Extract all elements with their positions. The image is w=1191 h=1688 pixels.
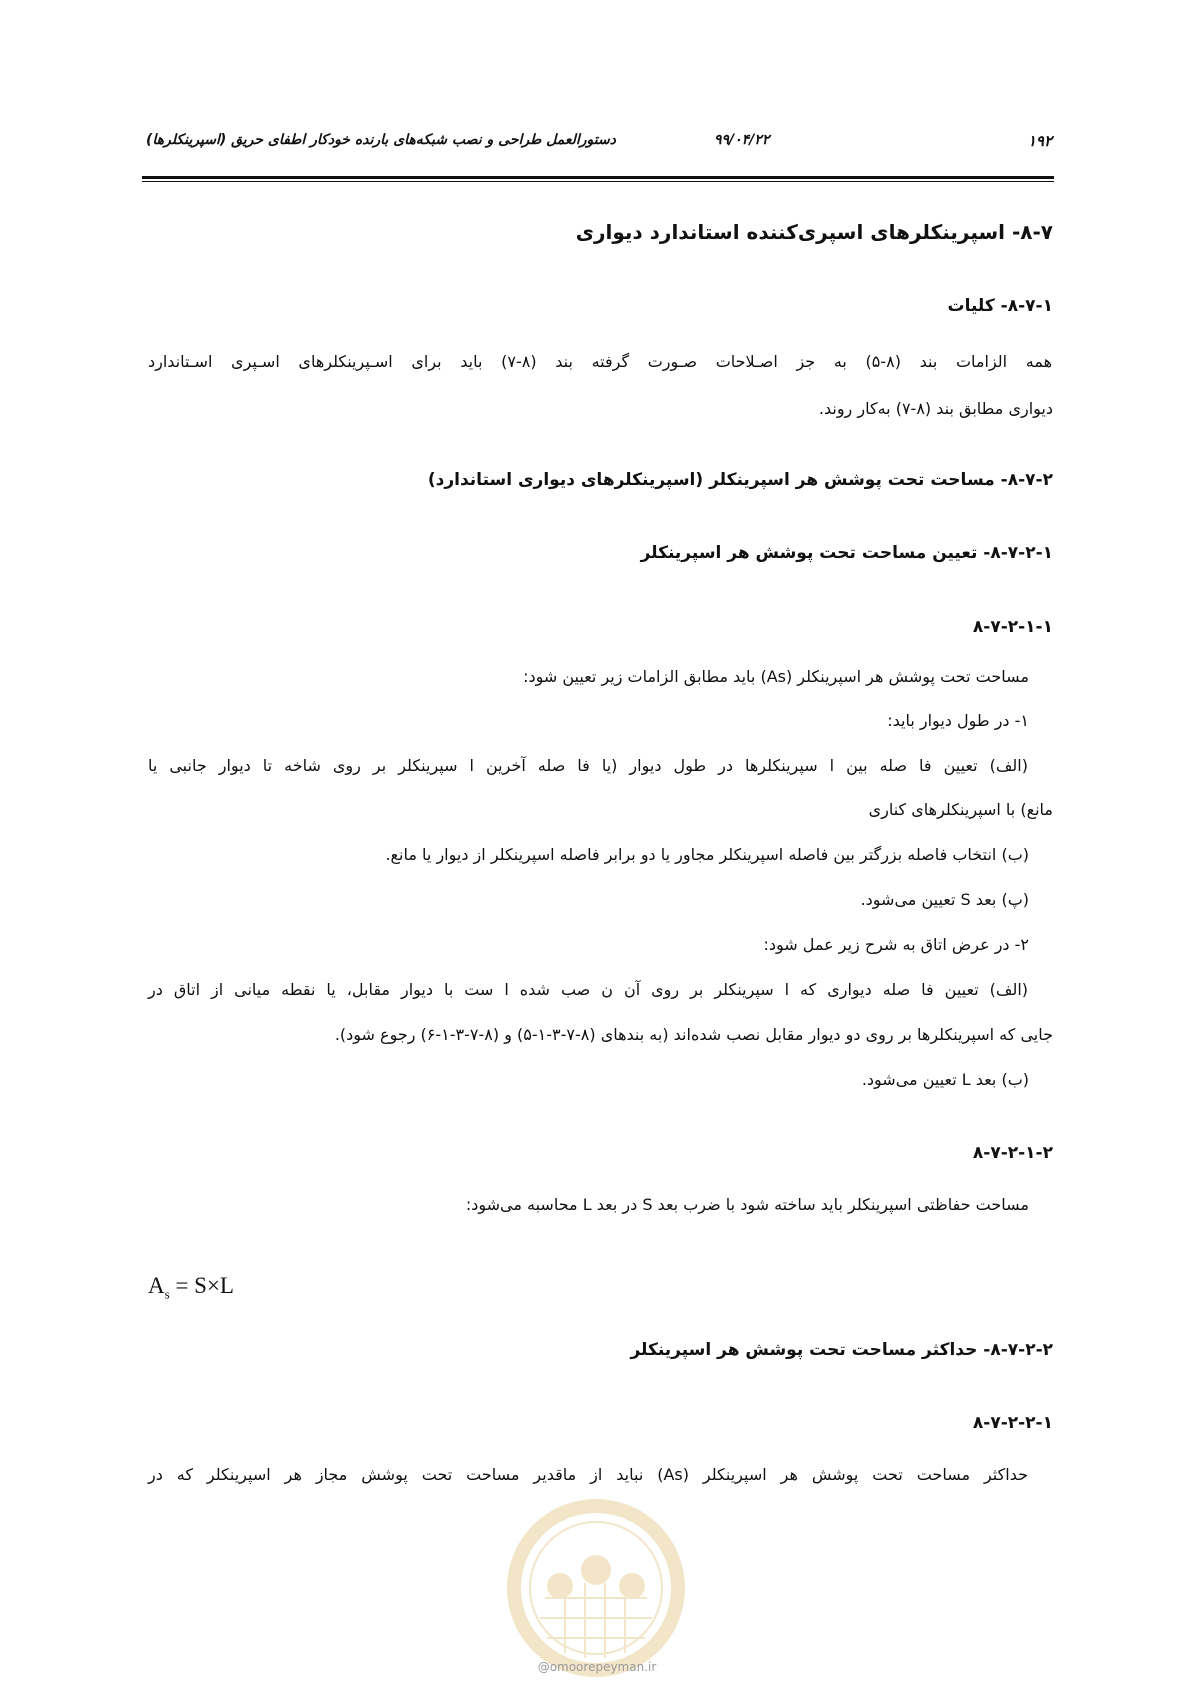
header-date: ۹۹/۰۴/۲۲ [714,132,770,148]
subsection-heading-max: ۸-۷-۲-۲- حداکثر مساحت تحت پوشش هر اسپرینکلر [630,1340,1053,1360]
item-2a-line1: (الف) تعیین فا صله دیواری که ا سپرینکلر بر روی آن ن صب شده ا ست با دیوار مقابل، یا نقطه میانی از اتاق در [148,980,1028,999]
formula-subscript: s [164,1286,170,1302]
item-2b: (ب) بعد L تعیین می‌شود. [861,1070,1029,1089]
clause-number-211: ۸-۷-۲-۱-۱ [972,617,1053,637]
clause-211-intro: مساحت تحت پوشش هر اسپرینکلر (As) باید مطابق الزامات زیر تعیین شود: [523,667,1029,686]
item-1a-line2: مانع) با اسپرینکلرهای کناری [868,800,1053,819]
subsection-heading-coverage: ۸-۷-۲- مساحت تحت پوشش هر اسپرینکلر (اسپرینکلرهای دیواری استاندارد) [427,470,1053,490]
subsection-heading-determine: ۸-۷-۲-۱- تعیین مساحت تحت پوشش هر اسپرینکلر [640,543,1053,563]
item-2a-line2: جایی که اسپرینکلرها بر روی دو دیوار مقابل نصب شده‌اند (به بندهای (۸-۷-۳-۱-۵) و (۸-۷-۳-۱-۶) رجوع شود). [334,1025,1053,1044]
page-number: ۱۹۲ [1027,132,1052,150]
watermark-site: @omoorepeyman.ir [537,1660,657,1674]
subsection-heading-general: ۸-۷-۱- کلیات [947,296,1053,316]
header-rule-thick [142,176,1054,179]
item-1: ۱- در طول دیوار باید: [887,711,1029,730]
area-formula [148,1273,234,1303]
clause-221-text: حداکثر مساحت تحت پوشش هر اسپرینکلر (As) نباید از ماقدیر مساحت تحت پوشش مجاز هر اسپرینکلر که در [148,1465,1028,1484]
clause-number-212: ۸-۷-۲-۱-۲ [972,1143,1053,1163]
paragraph-general-line1: همه الزامات بند (۸-۵) به جز اصـلاحات صـورت گرفته بند (۸-۷) باید برای اسـپرینکلرهای اسـپری اسـتاندارد [148,352,1053,371]
clause-number-221: ۸-۷-۲-۲-۱ [972,1413,1053,1433]
formula-lhs: A [148,1273,165,1298]
clause-212-text: مساحت حفاظتی اسپرینکلر باید ساخته شود با ضرب بعد S در بعد L محاسبه می‌شود: [465,1195,1029,1214]
header-title: دستورالعمل طراحی و نصب شبکه‌های بارنده خودکار اطفای حریق (اسپرینکلرها) [146,132,616,148]
formula-rhs: = S×L [169,1273,234,1298]
running-header [146,132,1052,156]
item-1b: (ب) انتخاب فاصله بزرگتر بین فاصله اسپرینکلر مجاور یا دو برابر فاصله اسپرینکلر از دیوار یا مانع. [385,845,1029,864]
watermark-logo [505,1488,687,1688]
item-1a-line1: (الف) تعیین فا صله بین ا سپرینکلرها در طول دیوار (یا فا صله آخرین ا سپرینکلر بر روی شاخه تا دیوار جانبی یا [148,756,1028,775]
item-2: ۲- در عرض اتاق به شرح زیر عمل شود: [763,935,1029,954]
item-1c: (پ) بعد S تعیین می‌شود. [860,890,1029,909]
section-heading: ۸-۷- اسپرینکلرهای اسپری‌کننده استاندارد دیواری [575,220,1053,244]
paragraph-general-line2: دیواری مطابق بند (۸-۷) به‌کار روند. [818,399,1053,418]
header-rule-thin [142,181,1054,182]
